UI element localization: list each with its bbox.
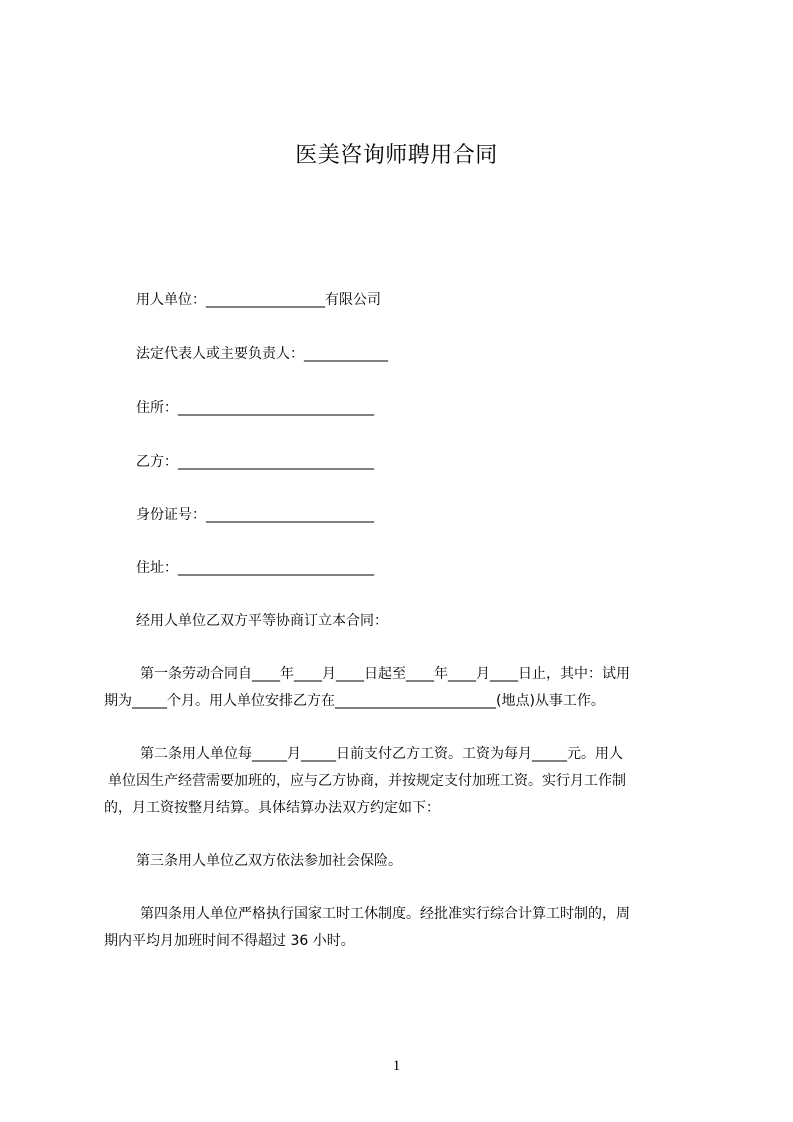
preamble-text: 经用人单位乙双方平等协商订立本合同： [136,613,388,629]
article-3-line-1: 第三条用人单位乙双方依法参加社会保险。 [136,853,402,869]
legal-representative-field: 法定代表人或主要负责人：____________ [136,346,388,362]
employer-field: 用人单位：_________________有限公司 [136,292,381,308]
article-1-line-2: 期为_____个月。用人单位安排乙方在_______________________(地点)从事工作。 [104,693,605,709]
page-number: 1 [392,1058,401,1074]
article-2-line-1: 第二条用人单位每_____月_____日前支付乙方工资。工资为每月_____元。用人 [140,746,623,762]
residence-field: 住所：____________________________ [136,400,374,416]
article-2-line-3: 的，月工资按整月结算。具体结算办法双方约定如下： [104,800,440,816]
article-2-line-2: 单位因生产经营需要加班的，应与乙方协商，并按规定支付加班工资。实行月工作制 [108,773,626,789]
article-4-line-1: 第四条用人单位严格执行国家工时工休制度。经批准实行综合计算工时制的，周 [140,906,630,922]
document-title: 医美咨询师聘用合同 [295,143,498,168]
article-4-line-2: 期内平均月加班时间不得超过 36 小时。 [104,933,355,949]
article-1-line-1: 第一条劳动合同自____年____月____日起至____年____月____日止，其中：试用 [140,666,630,682]
id-number-field: 身份证号：________________________ [136,507,374,523]
party-b-field: 乙方：____________________________ [136,454,374,470]
address-field: 住址：____________________________ [136,560,374,576]
